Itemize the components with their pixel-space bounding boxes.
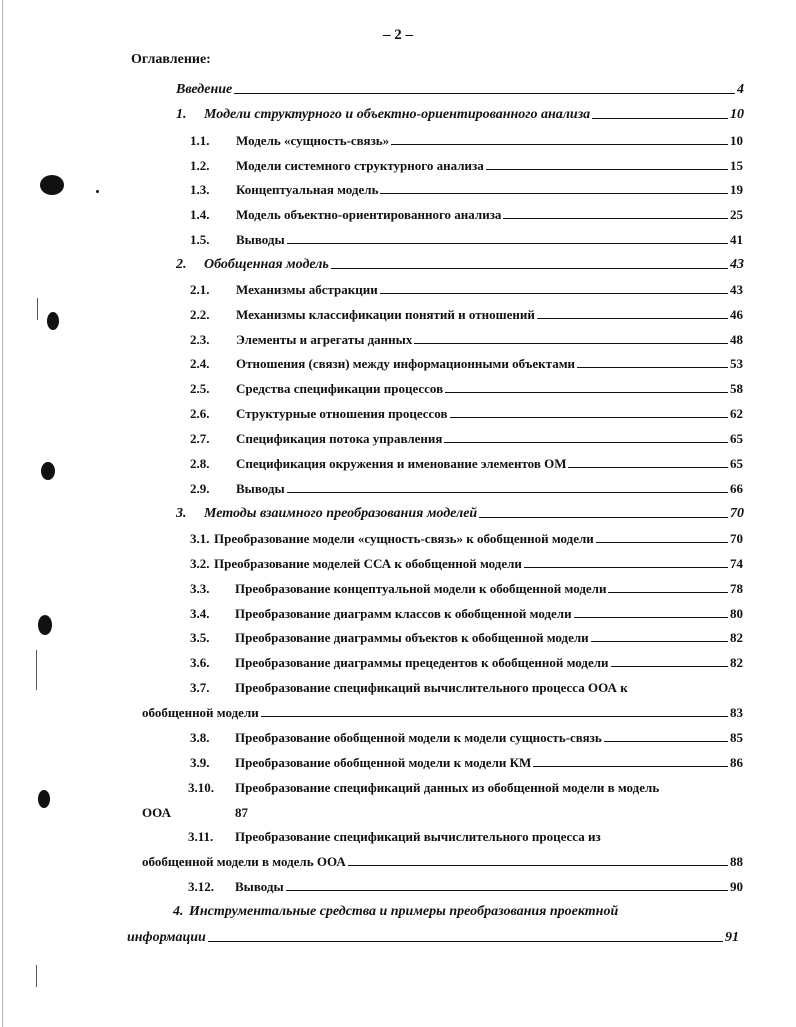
toc-entry-title: Отношения (связи) между информационными объектами xyxy=(236,356,576,371)
toc-entry-page: 10 xyxy=(730,107,744,122)
toc-entry-number: 2. xyxy=(176,257,187,272)
toc-entry-3-11-line-2[interactable] xyxy=(142,850,743,870)
toc-entry-2-9[interactable] xyxy=(190,477,743,497)
toc-entry-3-11-line-1[interactable] xyxy=(188,825,743,845)
toc-entry-3-3[interactable] xyxy=(190,577,743,597)
toc-entry-page: 65 xyxy=(730,456,743,471)
toc-entry-number: 1.2. xyxy=(190,158,210,173)
toc-entry-title: Выводы xyxy=(236,481,285,496)
toc-entry-title-continued: обобщенной модели в модель ООА xyxy=(142,854,346,869)
toc-entry-3-7-line-1[interactable] xyxy=(190,676,743,696)
toc-entry-page: 87 xyxy=(235,805,248,820)
page-number: – 2 – xyxy=(383,27,413,43)
toc-leader-line xyxy=(608,592,728,593)
toc-entry-3-2[interactable] xyxy=(190,552,743,572)
scan-blot-mark xyxy=(47,312,59,330)
toc-entry-title: Преобразование обобщенной модели к модели сущность-связь xyxy=(235,730,602,745)
toc-entry-page: 19 xyxy=(730,182,743,197)
toc-leader-line xyxy=(391,144,728,145)
toc-leader-line xyxy=(533,766,728,767)
toc-entry-chapter-2[interactable] xyxy=(176,253,744,273)
toc-leader-line xyxy=(611,666,728,667)
toc-entry-number: 3.6. xyxy=(190,655,210,670)
toc-entry-page: 82 xyxy=(730,655,743,670)
toc-entry-page: 86 xyxy=(730,755,743,770)
toc-entry-2-3[interactable] xyxy=(190,328,743,348)
toc-entry-title-continued: ООА xyxy=(142,805,171,820)
toc-entry-1-5[interactable] xyxy=(190,228,743,248)
toc-entry-page: 58 xyxy=(730,381,743,396)
toc-entry-3-10-line-2[interactable] xyxy=(142,801,342,821)
toc-entry-3-4[interactable] xyxy=(190,602,743,622)
toc-entry-title: Преобразование спецификаций вычислительного процесса из xyxy=(235,829,601,844)
scan-tick-mark xyxy=(37,298,38,320)
toc-entry-title: Модели системного структурного анализа xyxy=(236,158,484,173)
toc-leader-line xyxy=(261,716,728,717)
toc-entry-page: 70 xyxy=(730,531,743,546)
toc-entry-number: 3.4. xyxy=(190,606,210,621)
toc-leader-line xyxy=(348,865,728,866)
toc-entry-number: 2.1. xyxy=(190,282,210,297)
toc-entry-number: 2.2. xyxy=(190,307,210,322)
toc-leader-line xyxy=(287,243,728,244)
scan-tick-mark xyxy=(36,650,37,690)
scan-edge-line xyxy=(2,0,3,1027)
toc-entry-page: 91 xyxy=(725,930,739,945)
toc-entry-page: 53 xyxy=(730,356,743,371)
toc-leader-line xyxy=(592,118,728,119)
toc-leader-line xyxy=(537,318,728,319)
toc-entry-title: Структурные отношения процессов xyxy=(236,406,448,421)
toc-leader-line xyxy=(568,467,728,468)
toc-entry-3-8[interactable] xyxy=(190,726,743,746)
toc-entry-page: 90 xyxy=(730,879,743,894)
toc-entry-title: Преобразование моделей ССА к обобщенной модели xyxy=(214,556,522,571)
toc-leader-line xyxy=(450,417,728,418)
toc-entry-page: 78 xyxy=(730,581,743,596)
scan-blot-mark xyxy=(38,615,52,635)
toc-entry-3-9[interactable] xyxy=(190,751,743,771)
toc-entry-number: 3.3. xyxy=(190,581,210,596)
toc-entry-page: 85 xyxy=(730,730,743,745)
toc-entry-title: Преобразование модели «сущность-связь» к обобщенной модели xyxy=(214,531,594,546)
toc-entry-page: 25 xyxy=(730,207,743,222)
toc-entry-number: 2.5. xyxy=(190,381,210,396)
toc-entry-page: 83 xyxy=(730,705,743,720)
toc-entry-title-continued: обобщенной модели xyxy=(142,705,259,720)
toc-entry-title: Средства спецификации процессов xyxy=(236,381,444,396)
toc-leader-line xyxy=(286,890,728,891)
toc-entry-title: Спецификация окружения и именование элементов ОМ xyxy=(236,456,567,471)
scan-blot-mark xyxy=(41,462,55,480)
toc-entry-number: 1.1. xyxy=(190,133,210,148)
toc-entry-title: Выводы xyxy=(236,232,285,247)
toc-entry-chapter-4-line-2[interactable] xyxy=(127,926,739,946)
toc-leader-line xyxy=(479,517,728,518)
toc-entry-3-5[interactable] xyxy=(190,626,743,646)
toc-entry-title: Механизмы абстракции xyxy=(236,282,378,297)
toc-entry-title: Обобщенная модель xyxy=(204,257,329,272)
toc-entry-number: 1. xyxy=(176,107,187,122)
toc-entry-1-3[interactable] xyxy=(190,178,743,198)
toc-entry-page: 43 xyxy=(730,257,744,272)
toc-entry-title: Спецификация потока управления xyxy=(236,431,443,446)
toc-entry-2-8[interactable] xyxy=(190,452,743,472)
toc-leader-line xyxy=(577,367,728,368)
toc-entry-number: 2.8. xyxy=(190,456,210,471)
toc-entry-number: 3.7. xyxy=(190,680,210,695)
toc-entry-page: 70 xyxy=(730,506,744,521)
toc-heading: Оглавление: xyxy=(131,52,211,67)
toc-entry-number: 3.2. xyxy=(190,556,210,571)
toc-entry-2-1[interactable] xyxy=(190,278,743,298)
toc-entry-title: Преобразование обобщенной модели к модели КМ xyxy=(235,755,532,770)
scan-dot-mark xyxy=(96,190,99,193)
toc-entry-title-continued: информации xyxy=(127,930,206,945)
toc-leader-line xyxy=(503,218,728,219)
toc-entry-page: 46 xyxy=(730,307,743,322)
toc-entry-page: 65 xyxy=(730,431,743,446)
toc-entry-page: 88 xyxy=(730,854,743,869)
toc-entry-title: Концептуальная модель xyxy=(236,182,379,197)
toc-leader-line xyxy=(596,542,728,543)
toc-entry-title: Преобразование концептуальной модели к обобщенной модели xyxy=(235,581,607,596)
toc-entry-title: Преобразование спецификаций вычислительного процесса ООА к xyxy=(235,680,628,695)
toc-entry-2-4[interactable] xyxy=(190,352,743,372)
scan-tick-mark xyxy=(36,965,37,987)
toc-entry-title: Инструментальные средства и примеры преобразования проектной xyxy=(189,904,619,919)
toc-entry-page: 10 xyxy=(730,133,743,148)
toc-entry-number: 3.11. xyxy=(188,829,214,844)
toc-entry-title: Модели структурного и объектно-ориентированного анализа xyxy=(204,107,591,122)
toc-entry-number: 2.7. xyxy=(190,431,210,446)
toc-entry-number: 2.9. xyxy=(190,481,210,496)
toc-entry-title: Модель «сущность-связь» xyxy=(236,133,390,148)
toc-leader-line xyxy=(234,93,735,94)
toc-entry-page: 4 xyxy=(737,82,744,97)
toc-entry-page: 62 xyxy=(730,406,743,421)
toc-entry-3-6[interactable] xyxy=(190,651,743,671)
toc-entry-page: 82 xyxy=(730,630,743,645)
toc-entry-title: Элементы и агрегаты данных xyxy=(236,332,413,347)
toc-entry-page: 74 xyxy=(730,556,743,571)
scan-blot-mark xyxy=(38,790,50,808)
toc-entry-page: 15 xyxy=(730,158,743,173)
toc-entry-2-7[interactable] xyxy=(190,427,743,447)
toc-entry-title: Преобразование диаграмм классов к обобщенной модели xyxy=(235,606,572,621)
toc-leader-line xyxy=(380,193,728,194)
toc-entry-page: 80 xyxy=(730,606,743,621)
toc-entry-number: 3. xyxy=(176,506,187,521)
toc-entry-page: 48 xyxy=(730,332,743,347)
toc-leader-line xyxy=(287,492,728,493)
toc-entry-title: Механизмы классификации понятий и отношений xyxy=(236,307,535,322)
toc-entry-title: Преобразование спецификаций данных из обобщенной модели в модель xyxy=(235,780,660,795)
toc-entry-chapter-3[interactable] xyxy=(176,502,744,522)
toc-entry-title: Преобразование диаграммы объектов к обобщенной модели xyxy=(235,630,589,645)
toc-entry-page: 66 xyxy=(730,481,743,496)
toc-leader-line xyxy=(524,567,728,568)
toc-entry-title: Модель объектно-ориентированного анализа xyxy=(236,207,502,222)
toc-entry-number: 3.9. xyxy=(190,755,210,770)
toc-entry-3-10-line-1[interactable] xyxy=(188,776,743,796)
toc-entry-number: 3.1. xyxy=(190,531,210,546)
toc-leader-line xyxy=(445,392,728,393)
toc-leader-line xyxy=(486,169,728,170)
toc-entry-number: 2.6. xyxy=(190,406,210,421)
toc-entry-title: Методы взаимного преобразования моделей xyxy=(204,506,478,521)
toc-leader-line xyxy=(380,293,728,294)
toc-entry-1-4[interactable] xyxy=(190,203,743,223)
toc-leader-line xyxy=(604,741,728,742)
toc-entry-2-6[interactable] xyxy=(190,402,743,422)
toc-entry-page: 41 xyxy=(730,232,743,247)
toc-leader-line xyxy=(444,442,728,443)
toc-entry-2-5[interactable] xyxy=(190,377,743,397)
toc-entry-number: 1.3. xyxy=(190,182,210,197)
scan-blot-mark xyxy=(40,175,64,195)
toc-entry-number: 3.8. xyxy=(190,730,210,745)
toc-entry-title: Выводы xyxy=(235,879,284,894)
toc-entry-number: 3.10. xyxy=(188,780,214,795)
toc-entry-number: 1.4. xyxy=(190,207,210,222)
toc-entry-number: 2.4. xyxy=(190,356,210,371)
toc-entry-2-2[interactable] xyxy=(190,303,743,323)
toc-entry-number: 3.5. xyxy=(190,630,210,645)
toc-leader-line xyxy=(414,343,728,344)
toc-entry-title: Введение xyxy=(176,82,233,97)
toc-entry-1-1[interactable] xyxy=(190,129,743,149)
toc-entry-number: 3.12. xyxy=(188,879,214,894)
toc-entry-chapter-4-line-1[interactable] xyxy=(173,900,743,920)
toc-entry-intro[interactable] xyxy=(176,78,744,98)
toc-entry-3-1[interactable] xyxy=(190,527,743,547)
toc-entry-3-7-line-2[interactable] xyxy=(142,701,743,721)
toc-entry-number: 2.3. xyxy=(190,332,210,347)
toc-entry-chapter-1[interactable] xyxy=(176,103,744,123)
toc-leader-line xyxy=(208,941,723,942)
toc-entry-page: 43 xyxy=(730,282,743,297)
toc-leader-line xyxy=(591,641,728,642)
toc-entry-3-12[interactable] xyxy=(188,875,743,895)
toc-entry-number: 4. xyxy=(173,904,184,919)
toc-entry-1-2[interactable] xyxy=(190,154,743,174)
toc-leader-line xyxy=(574,617,728,618)
toc-entry-title: Преобразование диаграммы прецедентов к обобщенной модели xyxy=(235,655,609,670)
toc-leader-line xyxy=(331,268,728,269)
toc-entry-number: 1.5. xyxy=(190,232,210,247)
